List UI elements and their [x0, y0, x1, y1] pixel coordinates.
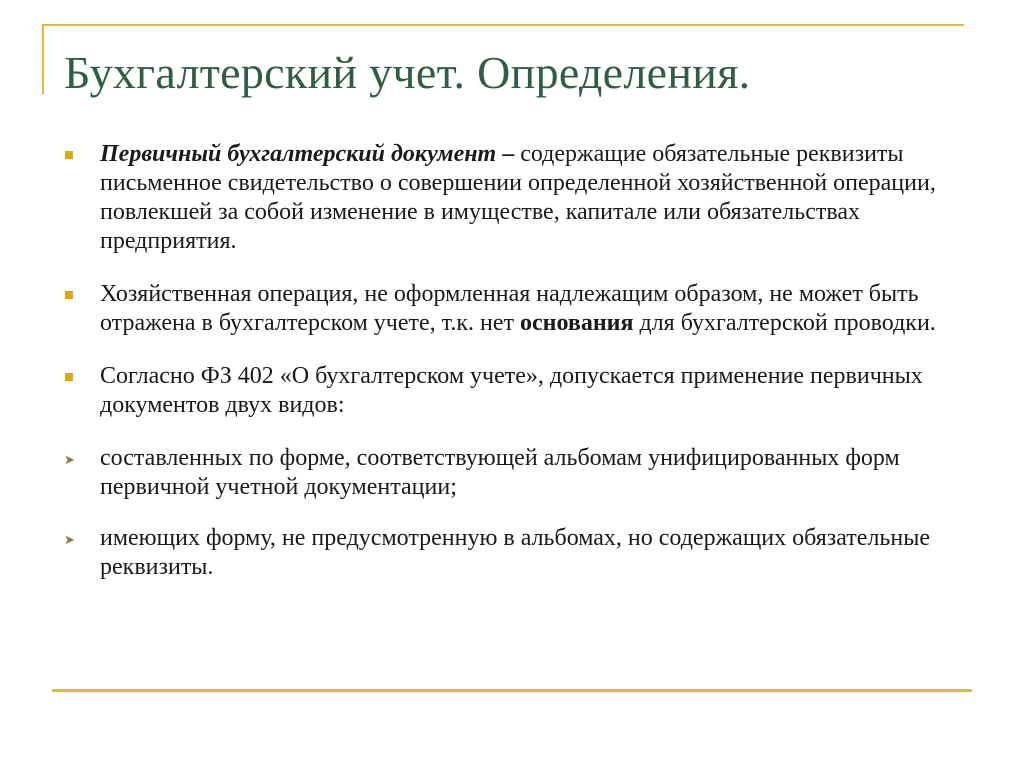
unified-forms-text: составленных по форме, соответствующей альбомам унифицированных форм первичной учетной документации; — [100, 445, 900, 500]
left-frame-line — [42, 24, 44, 94]
sub-bullet-item-other-forms — [60, 524, 960, 582]
law-text: Согласно ФЗ 402 «О бухгалтерском учете», допускается применение первичных документов двух видов: — [100, 363, 923, 418]
slide-title: Бухгалтерский учет. Определения. — [64, 47, 751, 98]
square-bullet-icon — [65, 373, 73, 381]
operation-strong-word: основания — [520, 310, 634, 336]
bullet-item-operation — [60, 280, 960, 338]
bullet-item-definition — [60, 140, 960, 256]
square-bullet-icon — [65, 291, 73, 299]
sub-bullet-item-unified-forms — [60, 444, 960, 502]
top-frame-line — [42, 24, 964, 26]
operation-text-before: Хозяйственная операция, не оформленная надлежащим образом, не может быть отражена в бухгалтерском учете, т.к. нет — [100, 281, 919, 336]
square-bullet-icon — [65, 151, 73, 159]
arrow-bullet-icon: ➤ — [64, 533, 75, 548]
other-forms-text: имеющих форму, не предусмотренную в альбомах, но содержащих обязательные реквизиты. — [100, 525, 930, 580]
definition-dash: – — [496, 141, 521, 167]
bullet-list — [60, 140, 960, 582]
defined-term: Первичный бухгалтерский документ — [100, 141, 497, 167]
bottom-divider-line — [52, 689, 972, 692]
operation-text-after: для бухгалтерской проводки. — [633, 310, 936, 336]
arrow-bullet-icon: ➤ — [64, 453, 75, 468]
definition-text: содержащие обязательные реквизиты письменное свидетельство о совершении определенной хозяйственной операции, повлекшей за собой изменение в имуществе, капитале или обязательствах предприятия. — [100, 141, 936, 254]
bullet-item-law — [60, 362, 960, 420]
